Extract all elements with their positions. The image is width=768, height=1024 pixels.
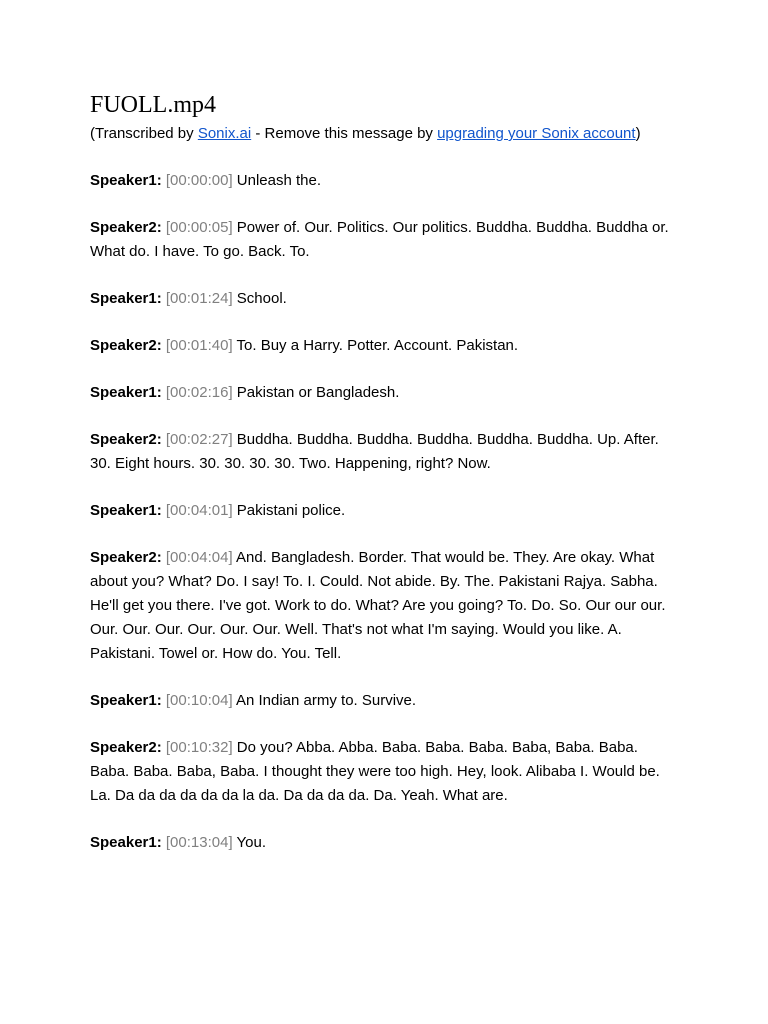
utterance-text: You. xyxy=(236,834,267,851)
transcript-entry xyxy=(90,381,680,405)
speaker-label: Speaker1: xyxy=(90,172,162,189)
document-title: FUOLL.mp4 xyxy=(90,92,216,118)
utterance-text: Power of. Our. Politics. Our politics. Buddha. Buddha. Buddha or. What do. I have. To go. Back. To. xyxy=(90,219,669,260)
transcript-entries xyxy=(90,169,680,855)
utterance-text: And. Bangladesh. Border. That would be. They. Are okay. What about you? What? Do. I say! To. I. Could. Not abide. By. The. Pakistani Rajya. Sabha. He'll get you there. I've got. Work to do. What? Are you going? To. Do. So. Our our our. Our. Our. Our. Our. Our. Our. Well. That's not what I'm saying. Would you like. A. Pakistani. Towel or. How do. You. Tell. xyxy=(90,549,666,662)
transcript-entry xyxy=(90,216,680,264)
notice-middle: - Remove this message by xyxy=(251,125,438,142)
timestamp: [00:02:27] xyxy=(165,431,233,448)
utterance-text: To. Buy a Harry. Potter. Account. Pakistan. xyxy=(236,337,519,354)
transcript-entry xyxy=(90,287,680,311)
timestamp: [00:10:32] xyxy=(165,739,233,756)
transcription-notice xyxy=(90,122,680,146)
speaker-label: Speaker1: xyxy=(90,502,162,519)
utterance-text: Buddha. Buddha. Buddha. Buddha. Buddha. Buddha. Up. After. 30. Eight hours. 30. 30. 30. 30. Two. Happening, right? Now. xyxy=(90,431,659,472)
timestamp: [00:01:24] xyxy=(165,290,233,307)
utterance-text: School. xyxy=(236,290,287,307)
speaker-label: Speaker1: xyxy=(90,834,162,851)
transcript-entry xyxy=(90,736,680,808)
transcript-entry xyxy=(90,334,680,358)
speaker-label: Speaker2: xyxy=(90,337,162,354)
speaker-label: Speaker1: xyxy=(90,692,162,709)
timestamp: [00:00:00] xyxy=(165,172,233,189)
timestamp: [00:04:04] xyxy=(165,549,233,566)
timestamp: [00:10:04] xyxy=(165,692,233,709)
timestamp: [00:01:40] xyxy=(165,337,233,354)
timestamp: [00:13:04] xyxy=(165,834,233,851)
upgrade-account-link[interactable]: upgrading your Sonix account xyxy=(437,125,636,142)
timestamp: [00:04:01] xyxy=(165,502,233,519)
utterance-text: Pakistan or Bangladesh. xyxy=(236,384,400,401)
speaker-label: Speaker2: xyxy=(90,431,162,448)
transcript-page xyxy=(90,88,680,878)
sonix-link[interactable]: Sonix.ai xyxy=(197,125,252,142)
utterance-text: Unleash the. xyxy=(236,172,322,189)
notice-suffix: ) xyxy=(635,125,641,142)
transcript-entry xyxy=(90,831,680,855)
transcript-entry xyxy=(90,169,680,193)
speaker-label: Speaker1: xyxy=(90,290,162,307)
notice-prefix: (Transcribed by xyxy=(90,125,198,142)
speaker-label: Speaker2: xyxy=(90,549,162,566)
timestamp: [00:00:05] xyxy=(165,219,233,236)
speaker-label: Speaker2: xyxy=(90,219,162,236)
speaker-label: Speaker1: xyxy=(90,384,162,401)
transcript-entry xyxy=(90,428,680,476)
transcript-entry xyxy=(90,499,680,523)
timestamp: [00:02:16] xyxy=(165,384,233,401)
utterance-text: Pakistani police. xyxy=(236,502,346,519)
speaker-label: Speaker2: xyxy=(90,739,162,756)
transcript-entry xyxy=(90,546,680,666)
utterance-text: An Indian army to. Survive. xyxy=(235,692,417,709)
transcript-entry xyxy=(90,689,680,713)
utterance-text: Do you? Abba. Abba. Baba. Baba. Baba. Baba, Baba. Baba. Baba. Baba. Baba, Baba. I thought they were too high. Hey, look. Alibaba I. Would be. La. Da da da da da da la da. Da da da da. Da. Yeah. What are. xyxy=(90,739,660,804)
